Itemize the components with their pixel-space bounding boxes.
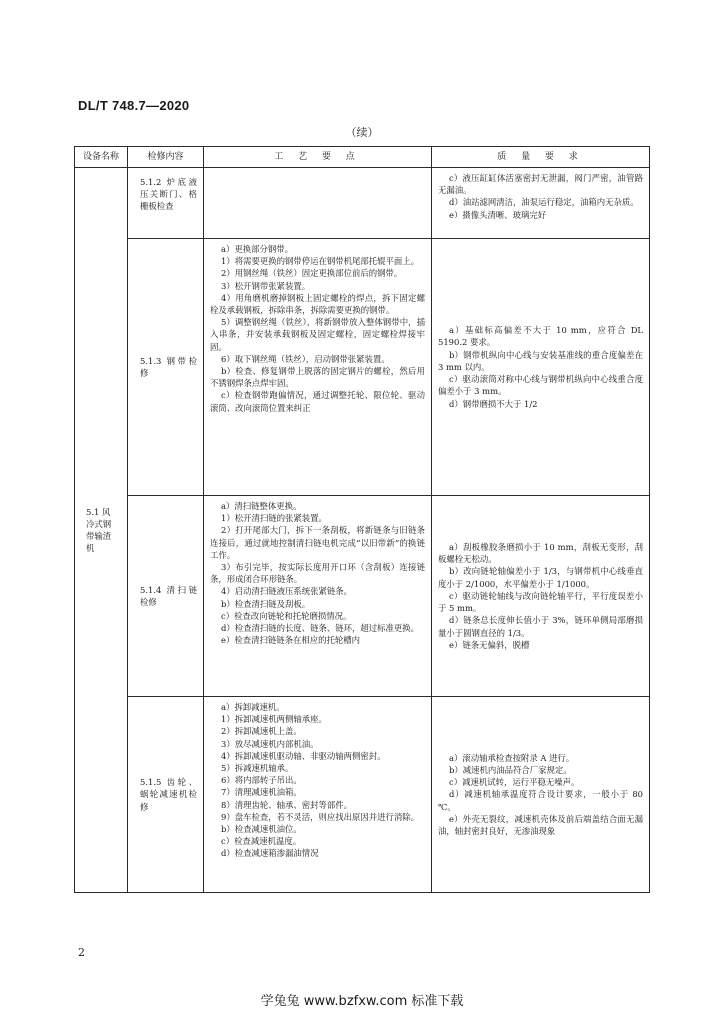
list-item: 4）用角磨机磨掉钢板上固定螺栓的焊点，拆下固定螺栓及承载钢板，拆除串条，拆除需要更换的钢带。 bbox=[210, 292, 425, 316]
list-item: c）驱动滚筒对称中心线与钢带机纵向中心线重合度偏差小于 3 mm。 bbox=[438, 374, 643, 397]
list-item: a）刮板橡胶条磨损小于 10 mm，刮板无变形，刮板螺栓无松动。 bbox=[438, 542, 643, 565]
list-item: d）油站滤网清洁，油泵运行稳定，油箱内无杂质。 bbox=[449, 197, 639, 208]
continued-label: （续） bbox=[345, 126, 379, 139]
list-item: c）驱动链轮轴线与改向链轮轴平行，平行度误差小于 5 mm。 bbox=[438, 590, 643, 614]
list-item: a）拆卸减速机。 bbox=[221, 702, 285, 712]
list-item: c）检查改向链轮和托轮磨损情况。 bbox=[221, 610, 352, 621]
list-item: b）检查减速机油位。 bbox=[221, 824, 302, 835]
list-item: e）外壳无裂纹，减速机壳体及前后端盖结合面无漏油，轴封密封良好，无渗油现象 bbox=[438, 813, 643, 836]
equipment-cell bbox=[75, 168, 128, 893]
process-cell bbox=[204, 496, 432, 697]
process-cell bbox=[204, 697, 432, 893]
page-number: 2 bbox=[78, 946, 85, 959]
list-item: 5）拆减速机轴承。 bbox=[221, 763, 294, 774]
quality-list bbox=[432, 748, 649, 841]
list-item: c）检查减速机温度。 bbox=[221, 836, 302, 847]
list-item: 4）拆卸减速机驱动轴、非驱动轴两侧密封。 bbox=[221, 750, 386, 761]
process-list bbox=[204, 239, 431, 418]
table-header-row bbox=[75, 147, 650, 168]
table-row bbox=[75, 496, 650, 697]
list-item: b）检查清扫链及刮板。 bbox=[221, 598, 311, 609]
item-label: 5.1.3 钢带检修 bbox=[140, 355, 197, 378]
list-item: a）更换部分钢带。 bbox=[221, 244, 293, 254]
item-label: 5.1.5 齿轮、蜗轮减速机检修 bbox=[140, 777, 197, 812]
quality-cell bbox=[432, 496, 650, 697]
process-cell bbox=[204, 239, 432, 496]
list-item: 1）将需要更换的钢带停运在钢带机尾部托辊平面上。 bbox=[221, 256, 419, 267]
list-item: d）检查清扫链的长度、链条、链环，超过标准更换。 bbox=[221, 623, 419, 634]
col-header-item: 检修内容 bbox=[128, 147, 204, 168]
list-item: d）钢带磨损不大于 1/2 bbox=[449, 398, 538, 409]
list-item: 2）用钢丝绳（铁丝）固定更换部位前后的钢带。 bbox=[221, 268, 403, 279]
list-item: a）基础标高偏差不大于 10 mm，应符合 DL 5190.2 要求。 bbox=[438, 325, 643, 348]
item-label: 5.1.4 清扫链检修 bbox=[140, 584, 197, 607]
list-item: 8）清理齿轮、轴承、密封等部件。 bbox=[221, 799, 352, 810]
list-item: 2）拆卸减速机上盖。 bbox=[221, 726, 302, 737]
list-item: 6）将内部转子吊出。 bbox=[221, 775, 302, 786]
col-header-equipment: 设备名称 bbox=[75, 147, 128, 168]
list-item: 3）放尽减速机内部机油。 bbox=[221, 738, 319, 749]
process-list bbox=[204, 496, 431, 650]
list-item: c）检查钢带跑偏情况，通过调整托轮、限位轮、驱动滚筒、改向滚筒位置来纠正 bbox=[210, 390, 425, 413]
list-item: b）改向链轮轴偏差小于 1/3，与钢带机中心线垂直度小于 2/1000，水平偏差小于 1/1000。 bbox=[438, 566, 643, 589]
list-item: 4）启动清扫链液压系统张紧链条。 bbox=[221, 586, 352, 597]
quality-cell bbox=[432, 168, 650, 239]
item-label: 5.1.2 炉底液压关断门、格栅板检查 bbox=[140, 177, 197, 212]
quality-list bbox=[432, 168, 649, 225]
quality-cell bbox=[432, 239, 650, 496]
maintenance-table bbox=[74, 146, 650, 893]
list-item: e）链条无偏斜，脱槽 bbox=[449, 639, 530, 650]
list-item: d）检查减速箱渗漏油情况 bbox=[221, 848, 319, 859]
col-header-process: 工 艺 要 点 bbox=[204, 147, 432, 168]
equipment-name: 5.1 风冷式钢带输渣机 bbox=[86, 506, 112, 554]
list-item: a）清扫链整体更换。 bbox=[221, 501, 302, 511]
list-item: c）液压缸缸体活塞密封无泄漏，阀门严密，油管路无漏油。 bbox=[438, 173, 643, 196]
list-item: 5）调整钢丝绳（铁丝），将新钢带放入整体钢带中，插入串条，并安装承载钢板及固定螺栓，固定螺栓焊接牢固。 bbox=[210, 317, 425, 352]
list-item: 1）拆卸减速机两侧轴承座。 bbox=[221, 714, 327, 725]
table-row bbox=[75, 239, 650, 496]
quality-list bbox=[432, 320, 649, 413]
item-cell bbox=[128, 239, 204, 496]
list-item: b）减速机内油品符合厂家规定。 bbox=[449, 764, 572, 775]
item-cell bbox=[128, 697, 204, 893]
table-row bbox=[75, 697, 650, 893]
list-item: 7）清理减速机油箱。 bbox=[221, 787, 302, 798]
quality-cell bbox=[432, 697, 650, 893]
standard-number: DL/T 748.7—2020 bbox=[78, 98, 190, 113]
list-item: b）钢带机纵向中心线与安装基准线的重合度偏差在 3 mm 以内。 bbox=[438, 349, 643, 372]
item-cell bbox=[128, 496, 204, 697]
list-item: e）检查清扫链链条在相应的托轮槽内 bbox=[221, 635, 360, 646]
list-item: d）减速机轴承温度符合设计要求，一般小于 80 ℃。 bbox=[438, 789, 643, 812]
list-item: 2）打开尾部大门，拆下一条刮板，将新链条与旧链条连接后，通过就地控制清扫链电机完成“以旧带新”的换链工作。 bbox=[210, 525, 425, 560]
list-item: 3）布引完毕，按实际长度用开口环（含刮板）连接链条，形成闭合环形链条。 bbox=[210, 562, 425, 585]
process-list bbox=[204, 697, 431, 864]
list-item: 1）松开清扫链的张紧装置。 bbox=[221, 513, 327, 524]
list-item: a）滚动轴承检查按附录 A 进行。 bbox=[449, 752, 575, 763]
item-cell bbox=[128, 168, 204, 239]
list-item: e）摄像头清晰、玻璃完好 bbox=[449, 209, 547, 220]
process-list bbox=[204, 168, 431, 176]
footer-watermark: 学兔兔 www.bzfxw.com 标准下载 bbox=[260, 994, 464, 1009]
list-item: c）减速机试转，运行平稳无噪声。 bbox=[449, 777, 580, 788]
process-cell bbox=[204, 168, 432, 239]
list-item: b）检查、修复钢带上脱落的固定钢片的螺栓，然后用不锈钢焊条点焊牢固。 bbox=[210, 366, 425, 389]
col-header-quality: 质 量 要 求 bbox=[432, 147, 650, 168]
list-item: 6）取下钢丝绳（铁丝），启动钢带张紧装置。 bbox=[221, 353, 390, 364]
quality-list bbox=[432, 537, 649, 655]
list-item: 9）盘车检查，若不灵活，则应找出原因并进行消除。 bbox=[221, 811, 419, 822]
list-item: 3）松开钢带张紧装置。 bbox=[221, 280, 311, 291]
table-row bbox=[75, 168, 650, 239]
list-item: d）链条总长度伸长值小于 3%，链环单侧局部磨损量小于圆钢直径的 1/3。 bbox=[438, 615, 643, 638]
